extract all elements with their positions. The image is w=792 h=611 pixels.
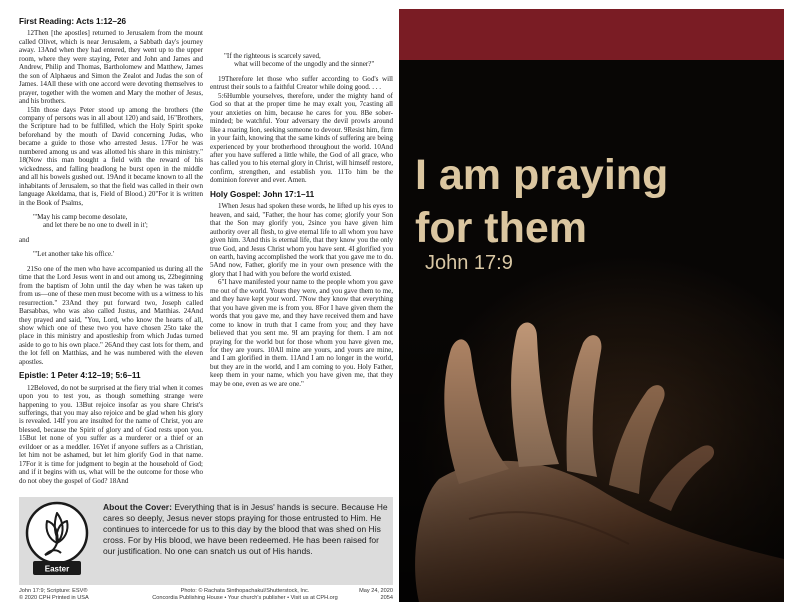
first-reading-heading: First Reading: Acts 1:12–26	[19, 17, 127, 26]
about-cover-text	[103, 502, 388, 557]
footer-publisher: Concordia Publishing House • Your church's publisher • Visit us at CPH.org	[152, 595, 338, 601]
psalm-quote	[33, 250, 203, 258]
psalm-quote-line: "'May his camp become desolate,	[33, 212, 128, 221]
footer-center	[150, 588, 340, 602]
easter-badge	[25, 501, 89, 581]
epistle-gospel-column	[210, 18, 393, 388]
footer-copyright: John 17:9; Scripture: ESV®	[19, 588, 88, 594]
first-reading-paragraph: 21So one of the men who have accompanied us during all the time that the Lord Jesus went in and out among us, 22beginning from the baptism of John until the day when he was taken up from us—one of these men must become with us a witness to his resurrection." 23And they put forward two, Joseph called Barsabbas, who was also called Justus, and Matthias. 24And they prayed and said, "You, Lord, who know the hearts of all, show which one of these two you have chosen 25to take the place in this ministry and apostleship from which Judas turned aside to go to his own place." 26And they cast lots for them, and the lot fell on Matthias, and he was numbered with the eleven apostles.	[19, 264, 203, 366]
first-reading-column	[19, 18, 203, 485]
epistle-heading: Epistle: 1 Peter 4:12–19; 5:6–11	[19, 371, 141, 381]
cover-headline	[415, 149, 775, 255]
gospel-paragraph: 1When Jesus had spoken these words, he lifted up his eyes to heaven, and said, "Father, the hour has come; glorify your Son that the Son may glorify you, 2since you have given him authority over all flesh, to give eternal life to all whom you have given him. 3And this is eternal life, that they know you the only true God, and Jesus Christ whom you have sent. 4I glorified you on earth, having accomplished the work that you gave me to do. 5And now, Father, glorify me in your own presence with the glory that I had with you before the world existed.	[210, 202, 393, 278]
epistle-paragraph: 19Therefore let those who suffer according to God's will entrust their souls to a faithful Creator while doing good. . . .	[210, 74, 393, 92]
cover-headline-line: for them	[415, 204, 587, 252]
cover-panel	[399, 9, 784, 602]
psalm-quote-line: "'Let another take his office.'	[33, 250, 115, 259]
footer-code: 2054	[380, 595, 393, 601]
conjunction-text: and	[19, 235, 30, 244]
epistle-quote	[224, 52, 393, 69]
epistle-paragraph: 5:6Humble yourselves, therefore, under the mighty hand of God so that at the proper time he may exalt you, 7casting all your anxieties on him, because he cares for you. 8Be sober-minded; be watchful. Your adversary the devil prowls around like a roaring lion, seeking someone to devour. 9Resist him, firm in your faith, knowing that the same kinds of suffering are being experienced by your brotherhood throughout the world. 10And after you have suffered a little while, the God of all grace, who has called you to his eternal glory in Christ, will himself restore, confirm, strengthen, and establish you. 11To him be the dominion forever and ever. Amen.	[210, 91, 393, 185]
epistle-quote-line: what will become of the ungodly and the sinner?"	[234, 60, 375, 69]
about-cover-body: Everything that is in Jesus' hands is secure. Because He cares so deeply, Jesus never stops praying for those entrusted to Him. He continues to intercede for us to this day by the blood that was shed on His cross. For by His blood, we have been redeemed. He has been raised for our justification. No one can snatch us out of His hands.	[103, 502, 388, 556]
footer-copyright: © 2020 CPH Printed in USA	[19, 595, 89, 601]
cover-top-band	[399, 9, 784, 60]
gospel-paragraph: 6"I have manifested your name to the people whom you gave me out of the world. Yours they were, and you gave them to me, and they have kept your word. 7Now they know that everything that you have given me is from you. 8For I have given them the words that you gave me, and they have received them and have come to know in truth that I came from you; and they have believed that you sent me. 9I am praying for them. I am not praying for the world but for those whom you have given me, for they are yours. 10All mine are yours, and yours are mine, and I am glorified in them. 11And I am no longer in the world, but they are in the world, and I am coming to you. Holy Father, keep them in your name, which you have given me, that they may be one, even as we are one."	[210, 278, 393, 388]
first-reading-paragraph: 15In those days Peter stood up among the brothers (the company of persons was in all about 120) and said, 16"Brothers, the Scripture had to be fulfilled, which the Holy Spirit spoke beforehand by the mouth of David concerning Judas, who became a guide to those who arrested Jesus. 17For he was numbered among us and was allotted his share in this ministry." 18(Now this man bought a field with the reward of his wickedness, and falling headlong he burst open in the middle and all his bowels gushed out. 19And it became known to all the inhabitants of Jerusalem, so that the field was called in their own language Akeldama, that is, Field of Blood.) 20"For it is written in the Book of Psalms,	[19, 105, 203, 207]
footer-right	[345, 588, 393, 602]
epistle-paragraph: 12Beloved, do not be surprised at the fiery trial when it comes upon you to test you, as though something strange were happening to you. 13But rejoice insofar as you share Christ's sufferings, that you may also rejoice and be glad when his glory is revealed. 14If you are insulted for the name of Christ, you are blessed, because the Spirit of glory and of God rests upon you. 15But let none of you suffer as a murderer or a thief or an evildoer or as a meddler. 16Yet if anyone suffers as a Christian, let him not be ashamed, but let him glorify God in that name. 17For it is time for judgment to begin at the household of God; and if it begins with us, what will be the outcome for those who do not obey the gospel of God? 18And	[19, 383, 203, 485]
footer-photo-credit: Photo: © Rachata Sinthopachakul/Shutterstock, Inc.	[180, 588, 310, 594]
open-hand-photo	[399, 309, 784, 602]
gospel-heading: Holy Gospel: John 17:1–11	[210, 189, 315, 199]
badge-label: Easter	[44, 564, 70, 574]
epistle-quote-line: "If the righteous is scarcely saved,	[224, 52, 321, 60]
first-reading-paragraph: 12Then [the apostles] returned to Jerusalem from the mount called Olivet, which is near Jerusalem, a Sabbath day's journey away. 13And when they had entered, they went up to the upper room, where they were staying, Peter and John and James and Andrew, Philip and Thomas, Bartholomew and Matthew, James the son of Alphaeus and Simon the Zealot and Judas the son of James. 14All these with one accord were devoting themselves to prayer, together with the women and Mary the mother of Jesus, and his brothers.	[19, 29, 203, 106]
psalm-quote-line: and let there be no one to dwell in it';	[43, 221, 148, 230]
cover-headline-line: I am praying	[415, 151, 669, 199]
cover-reference: John 17:9	[425, 252, 513, 274]
footer-left	[19, 588, 89, 602]
footer-date: May 24, 2020	[359, 588, 393, 594]
about-cover-box	[19, 497, 393, 585]
about-cover-title: About the Cover:	[103, 502, 172, 512]
psalm-quote	[33, 213, 203, 230]
